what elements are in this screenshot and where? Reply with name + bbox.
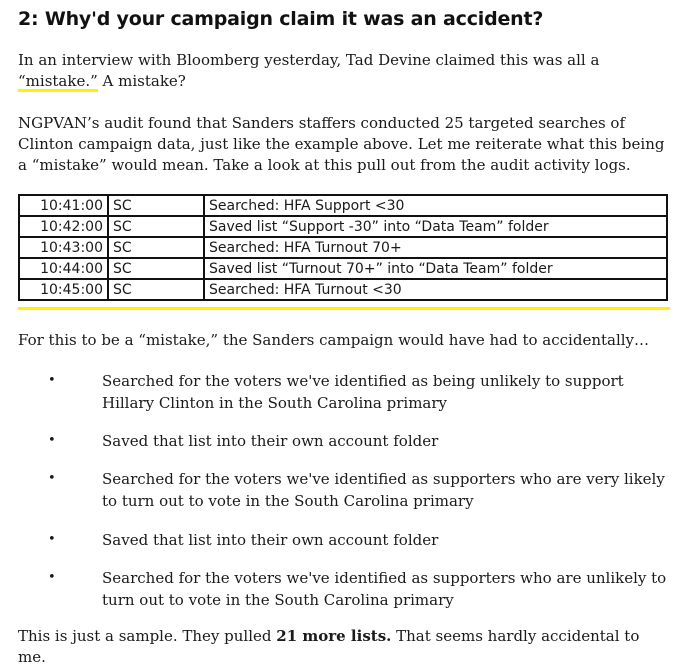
section-heading: 2: Why'd your campaign claim it was an accident?	[18, 8, 544, 30]
closing-after: That seems hardly accidental to me.	[18, 627, 640, 666]
log-action: Saved list “Support -30” into “Data Team” folder	[204, 216, 667, 237]
audit-log-table	[18, 194, 668, 301]
log-time: 10:41:00	[19, 195, 108, 216]
log-row	[19, 237, 667, 258]
list-item-text: Saved that list into their own account folder	[102, 432, 439, 450]
log-row	[19, 279, 667, 300]
paragraph-closing	[18, 626, 670, 668]
log-action: Saved list “Turnout 70+” into “Data Team” folder	[204, 258, 667, 279]
paragraph-interview	[18, 50, 670, 92]
log-action: Searched: HFA Support <30	[204, 195, 667, 216]
para1-after: A mistake?	[97, 72, 186, 90]
log-time: 10:42:00	[19, 216, 108, 237]
list-item-text: Searched for the voters we've identified as being unlikely to support Hillary Clinton in the South Carolina primary	[102, 372, 624, 412]
para1-before: In an interview with Bloomberg yesterday, Tad Devine claimed this was all a	[18, 51, 600, 69]
log-code: SC	[108, 258, 204, 279]
log-time: 10:44:00	[19, 258, 108, 279]
closing-bold: 21 more lists.	[276, 627, 392, 645]
list-item-text: Searched for the voters we've identified as supporters who are very likely to turn out to vote in the South Carolina primary	[102, 470, 665, 510]
log-code: SC	[108, 237, 204, 258]
closing-before: This is just a sample. They pulled	[18, 627, 277, 645]
log-row	[19, 195, 667, 216]
table-highlight-line	[18, 307, 670, 310]
paragraph-accidentally: For this to be a “mistake,” the Sanders campaign would have had to accidentally…	[18, 331, 650, 349]
log-action: Searched: HFA Turnout 70+	[204, 237, 667, 258]
highlighted-mistake: “mistake.”	[18, 72, 98, 90]
list-item-text: Searched for the voters we've identified as supporters who are unlikely to turn out to vote in the South Carolina primary	[102, 569, 667, 609]
bullet-icon: •	[48, 433, 56, 448]
log-code: SC	[108, 195, 204, 216]
bullet-icon: •	[48, 373, 56, 388]
bullet-icon: •	[48, 570, 56, 585]
log-time: 10:43:00	[19, 237, 108, 258]
paragraph-audit: NGPVAN’s audit found that Sanders staffers conducted 25 targeted searches of Clinton campaign data, just like the example above. Let me reiterate what this being a “mistake” would mean. Take a look at this pull out from the audit activity logs.	[18, 114, 665, 174]
log-code: SC	[108, 279, 204, 300]
log-time: 10:45:00	[19, 279, 108, 300]
bullet-icon: •	[48, 532, 56, 547]
log-row	[19, 216, 667, 237]
log-code: SC	[108, 216, 204, 237]
bullet-icon: •	[48, 471, 56, 486]
log-row	[19, 258, 667, 279]
list-item-text: Saved that list into their own account folder	[102, 531, 439, 549]
log-action: Searched: HFA Turnout <30	[204, 279, 667, 300]
